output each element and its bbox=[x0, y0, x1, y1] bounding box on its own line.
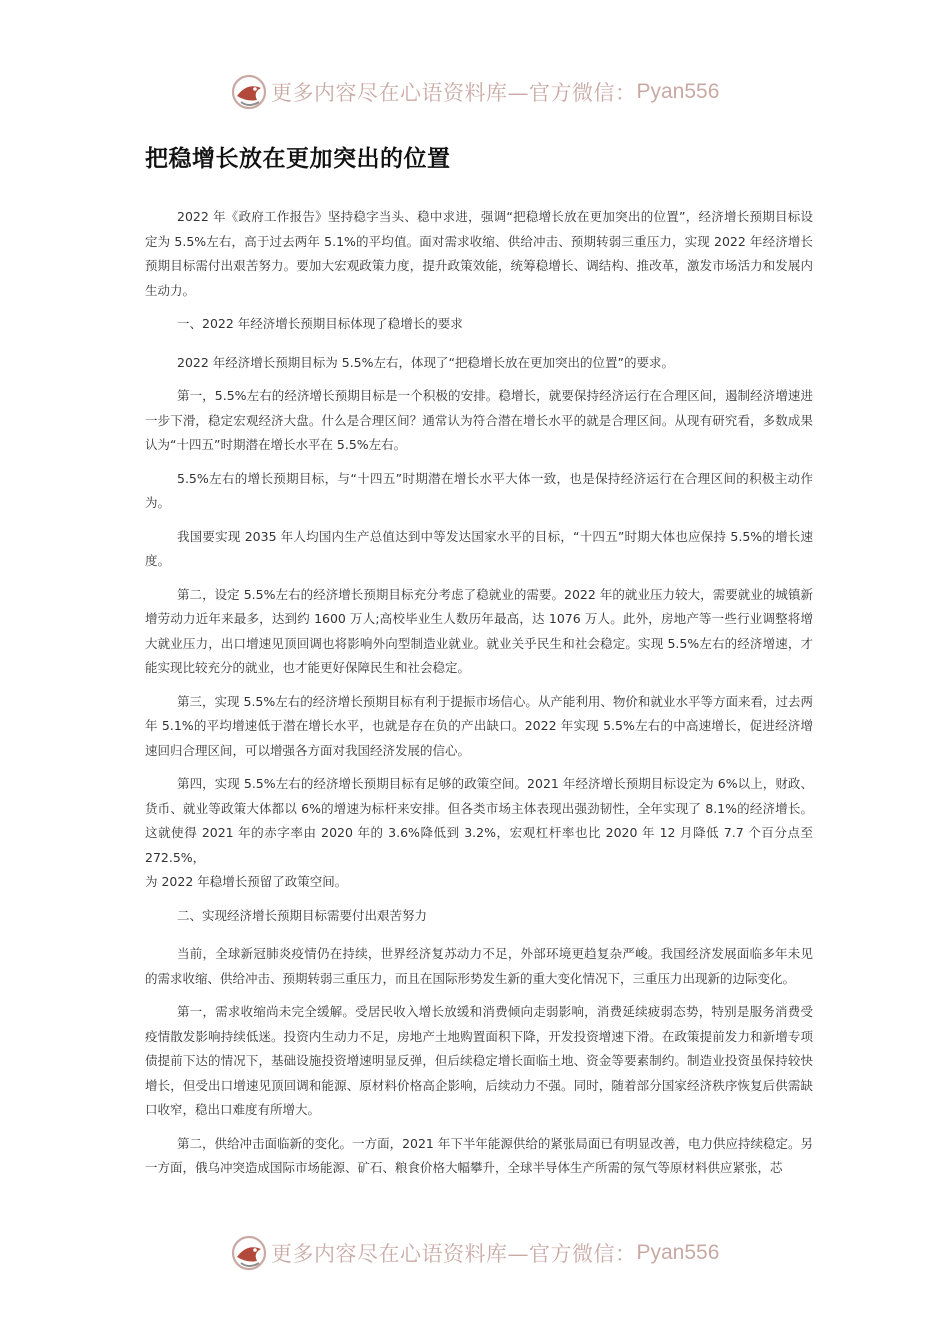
banner-wechat-id: Pyan556 bbox=[636, 1241, 720, 1264]
paragraph: 第二，设定 5.5%左右的经济增长预期目标充分考虑了稳就业的需要。2022 年的就业压力较大，需要就业的城镇新增劳动力近年来最多，达到约 1600 万人;高校毕业生人数历年最高，达 1076 万人。此外，房地产等一些行业调整将增大就业压力，出口增速见顶回调也将影响外向型制造业就业。就业关乎民生和社会稳定。实现 5.5%左右的经济增速，才能实现比较充分的就业，也才能更好保障民生和社会稳定。 bbox=[145, 586, 813, 675]
top-banner bbox=[229, 72, 719, 112]
paragraph: 第二，供给冲击面临新的变化。一方面，2021 年下半年能源供给的紧张局面已有明显改善，电力供应持续稳定。另一方面，俄乌冲突造成国际市场能源、矿石、粮食价格大幅攀升，全球半导体生产所需的氖气等原材料供应紧张，芯 bbox=[145, 1135, 813, 1175]
paragraph-fourth bbox=[145, 772, 813, 895]
section-heading-1: 一、2022 年经济增长预期目标体现了稳增长的要求 bbox=[177, 316, 463, 331]
paragraph: 当前，全球新冠肺炎疫情仍在持续，世界经济复苏动力不足，外部环境更趋复杂严峻。我国经济发展面临多年未见的需求收缩、供给冲击、预期转弱三重压力，而且在国际形势发生新的重大变化情况下，三重压力出现新的边际变化。 bbox=[145, 946, 813, 986]
paragraph: 2022 年经济增长预期目标为 5.5%左右，体现了“把稳增长放在更加突出的位置”的要求。 bbox=[177, 354, 674, 370]
fish-logo-icon bbox=[229, 72, 269, 112]
paragraph: 5.5%左右的增长预期目标，与“十四五”时期潜在增长水平大体一致，也是保持经济运行在合理区间的积极主动作为。 bbox=[145, 470, 813, 510]
fish-logo-icon bbox=[229, 1233, 269, 1273]
paragraph: 第三，实现 5.5%左右的经济增长预期目标有利于提振市场信心。从产能利用、物价和就业水平等方面来看，过去两年 5.1%的平均增速低于潜在增长水平，也就是存在负的产出缺口。2022 年实现 5.5%左右的中高速增长，促进经济增速回归合理区间，可以增强各方面对我国经济发展的信心。 bbox=[145, 693, 813, 758]
paragraph-fourth-main: 第四，实现 5.5%左右的经济增长预期目标有足够的政策空间。2021 年经济增长预期目标设定为 6%以上，财政、货币、就业等政策大体都以 6%的增速为标杆来安排。但各类市场主体表现出强劲韧性，全年实现了 8.1%的经济增长。这就使得 2021 年的赤字率由 2020 年的 3.6%降低到 3.2%，宏观杠杆率也比 2020 年 12 月降低 7.7 个百分点至 272.5%， bbox=[145, 776, 813, 865]
paragraph-intro: 2022 年《政府工作报告》坚持稳字当头、稳中求进，强调“把稳增长放在更加突出的位置”，经济增长预期目标设定为 5.5%左右，高于过去两年 5.1%的平均值。面对需求收缩、供给冲击、预期转弱三重压力，实现 2022 年经济增长预期目标需付出艰苦努力。要加大宏观政策力度，提升政策效能，统筹稳增长、调结构、推改革，激发市场活力和发展内生动力。 bbox=[145, 209, 813, 298]
bottom-banner bbox=[229, 1233, 719, 1273]
document-body bbox=[145, 205, 813, 1190]
document-title: 把稳增长放在更加突出的位置 bbox=[145, 146, 451, 172]
paragraph-fourth-tail: 为 2022 年稳增长预留了政策空间。 bbox=[145, 874, 348, 889]
banner-text: 更多内容尽在心语资料库—官方微信： bbox=[271, 1242, 637, 1266]
paragraph: 我国要实现 2035 年人均国内生产总值达到中等发达国家水平的目标，“十四五”时期大体也应保持 5.5%的增长速度。 bbox=[145, 528, 813, 568]
paragraph: 第一，需求收缩尚未完全缓解。受居民收入增长放缓和消费倾向走弱影响，消费延续疲弱态势，特别是服务消费受疫情散发影响持续低迷。投资内生动力不足，房地产土地购置面积下降，开发投资增速下滑。在政策提前发力和新增专项债提前下达的情况下，基础设施投资增速明显反弹，但后续稳定增长面临土地、资金等要素制约。制造业投资虽保持较快增长，但受出口增速见顶回调和能源、原材料价格高企影响，后续动力不强。同时，随着部分国家经济秩序恢复后供需缺口收窄，稳出口难度有所增大。 bbox=[145, 1004, 813, 1117]
banner-text: 更多内容尽在心语资料库—官方微信： bbox=[271, 81, 637, 105]
banner-wechat-id: Pyan556 bbox=[636, 80, 720, 103]
paragraph: 第一，5.5%左右的经济增长预期目标是一个积极的安排。稳增长，就要保持经济运行在合理区间，遏制经济增速进一步下滑，稳定宏观经济大盘。什么是合理区间？通常认为符合潜在增长水平的就是合理区间。从现有研究看，多数成果认为“十四五”时期潜在增长水平在 5.5%左右。 bbox=[145, 388, 813, 452]
section-heading-2: 二、实现经济增长预期目标需要付出艰苦努力 bbox=[177, 907, 428, 923]
